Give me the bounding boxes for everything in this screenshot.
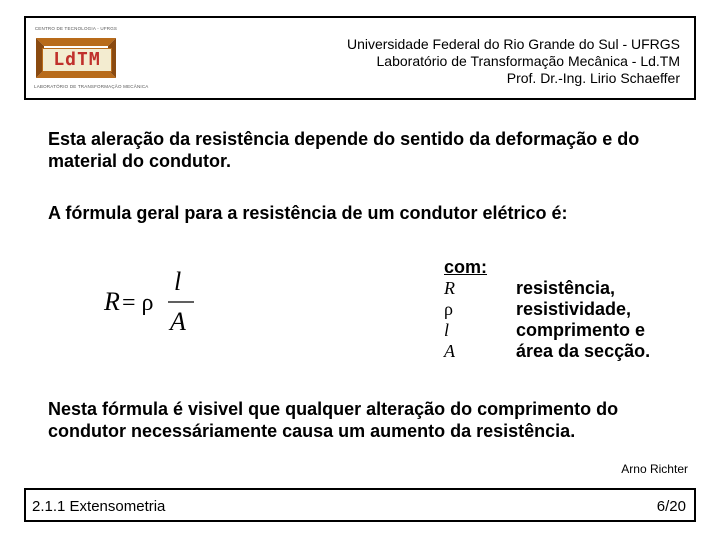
variable-row [444, 320, 646, 341]
formula-equals-rho: = ρ [122, 290, 154, 316]
logo-top-text: CENTRO DE TECNOLOGIA - UFRGS [34, 26, 118, 31]
variable-description: resistividade, [516, 299, 632, 319]
institution-info [347, 36, 680, 87]
university-name: Universidade Federal do Rio Grande do Sul - UFRGS [346, 36, 680, 52]
header-box [24, 16, 696, 100]
author-name: Arno Richter [621, 462, 688, 476]
variable-description: área da secção. [516, 341, 651, 361]
variable-description: comprimento e [516, 320, 646, 340]
variable-description: resistência, [516, 278, 616, 298]
professor-name: Prof. Dr.-Ing. Lirio Schaeffer [506, 70, 680, 86]
variable-row [444, 299, 632, 320]
logo-wordmark: LdTM [42, 48, 112, 72]
variable-symbol: R [444, 278, 455, 298]
resistance-formula [104, 266, 204, 336]
variable-symbol: ρ [444, 299, 453, 319]
variable-symbol: A [444, 341, 455, 361]
variable-row [444, 278, 616, 299]
laboratory-name: Laboratório de Transformação Mecânica - Ld.TM [376, 53, 680, 69]
paragraph-formula-intro: A fórmula geral para a resistência de um condutor elétrico é: [48, 203, 568, 223]
page-number: 6/20 [656, 498, 686, 515]
paragraph-deformation: Esta aleração da resistência depende do sentido da deformação e do material do condutor. [48, 129, 640, 171]
formula-numerator: l [174, 267, 182, 296]
formula-r: R [104, 287, 120, 316]
paragraph-conclusion: Nesta fórmula é visivel que qualquer alteração do comprimento do condutor necessáriamente causa um aumento da resistência. [48, 399, 619, 441]
variable-legend [444, 256, 651, 362]
logo-bottom-text: LABORATÓRIO DE TRANSFORMAÇÃO MECÂNICA [34, 84, 149, 89]
formula-denominator: A [170, 307, 186, 336]
variable-symbol: l [444, 320, 450, 340]
section-title: 2.1.1 Extensometria [32, 498, 166, 515]
com-label: com: [444, 257, 488, 277]
footer-bar [24, 488, 696, 522]
ldtm-logo [34, 22, 149, 94]
variable-row [444, 341, 651, 362]
